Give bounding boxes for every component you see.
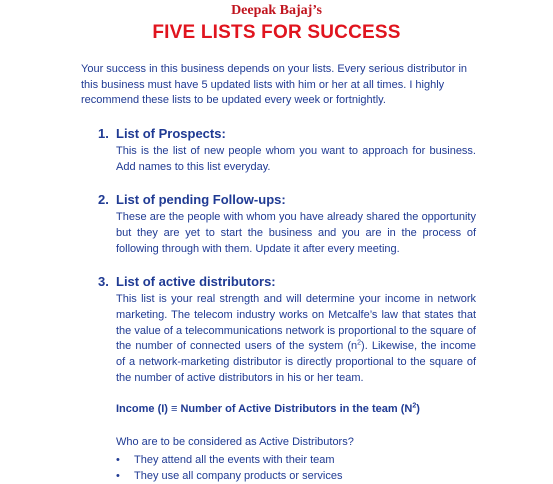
section-3-body xyxy=(116,292,476,387)
active-distributors-question: Who are to be considered as Active Distributors? xyxy=(116,436,354,448)
section-3-body-superscript: 2 xyxy=(357,339,362,347)
section-3-heading xyxy=(98,274,276,289)
section-2-number: 2. xyxy=(98,192,109,207)
intro-paragraph: Your success in this business depends on your lists. Every serious distributor in this business must have 5 updated lists with him or her at all times. I highly recommend these lists to be updated every week or fortnightly. xyxy=(81,63,468,106)
list-item-text: They attend all the events with their team xyxy=(134,454,335,466)
section-2-body: These are the people with whom you have already shared the opportunity but they are yet to start the business and you are in the process of following through with them. Update it after every meeting. xyxy=(116,211,476,255)
criteria-list xyxy=(116,452,342,484)
section-3-number: 3. xyxy=(98,274,109,289)
section-3-title: List of active distributors: xyxy=(116,274,276,289)
section-1-number: 1. xyxy=(98,126,109,141)
list-item-text: They use all company products or services xyxy=(134,470,343,482)
section-2-heading xyxy=(98,192,286,207)
income-formula xyxy=(116,403,420,415)
section-1-heading xyxy=(98,126,226,141)
author-heading: Deepak Bajaj’s xyxy=(231,3,322,18)
formula-text: Income (I) ≡ Number of Active Distributors in the team (N xyxy=(116,403,413,415)
section-2-title: List of pending Follow-ups: xyxy=(116,192,286,207)
section-1-title: List of Prospects: xyxy=(116,126,226,141)
section-1-body: This is the list of new people whom you want to approach for business. Add names to this list everyday. xyxy=(116,145,476,173)
bullet-icon: • xyxy=(116,454,120,466)
bullet-icon: • xyxy=(116,470,120,482)
list-item xyxy=(116,468,342,484)
list-item xyxy=(116,452,342,468)
formula-close: ) xyxy=(416,403,420,415)
section-3-body-part-b: ). Likewise, the income of a network-marketing distributor is directly proportional to the square of the number of active distributors in his or her team. xyxy=(116,340,476,384)
section-3-body-part-a: This list is your real strength and will determine your income in network marketing. The telecom industry works on Metcalfe’s law that states that the value of a telecommunications network is proportional to the square of the number of connected users of the system (n xyxy=(116,293,476,353)
formula-superscript: 2 xyxy=(412,402,417,410)
document-title: FIVE LISTS FOR SUCCESS xyxy=(152,22,401,43)
